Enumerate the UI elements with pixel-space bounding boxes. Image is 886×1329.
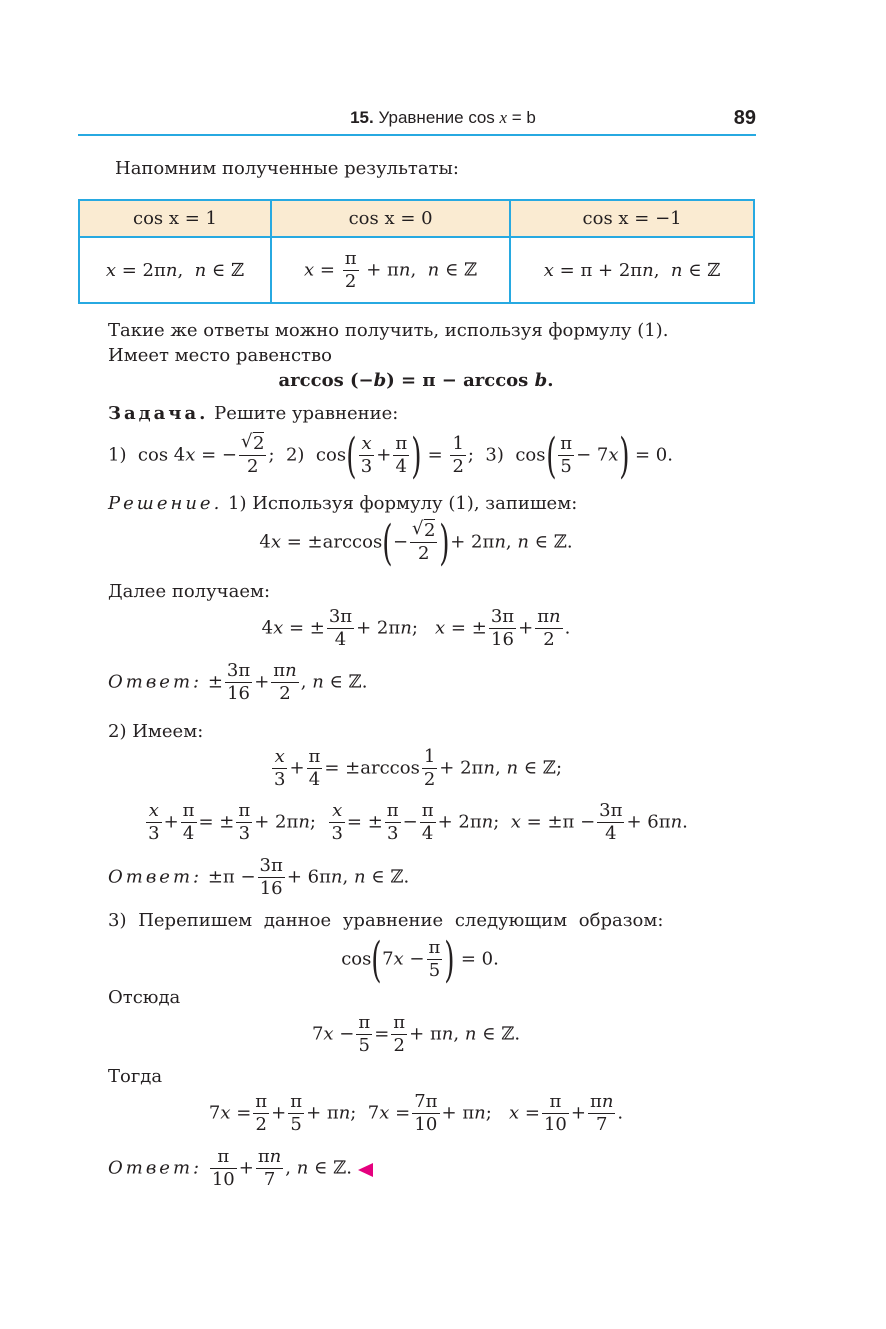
equation-4: $\frac{x}{3}$ + $\frac{\pi}{4}$ = ± $\frac{\pi}{3}$ + 2πn; $\frac{x}{3}$ = ± $\frac{\pi}{3}$ − $\frac{\pi}{4}$ + 2πn; x = ±π − $\frac{3\pi}{4}$ + 6πn. xyxy=(148,800,688,844)
next-text: Далее получаем: xyxy=(108,581,271,602)
table-header-cell: cos x = 1 xyxy=(79,200,271,237)
arccos-identity: arccos (−b) = π − arccos b. xyxy=(278,370,554,391)
paragraph-line: Такие же ответы можно получить, используя формулу (1). xyxy=(108,320,669,341)
table-cell-formula: x = 2πn, n ∈ ℤ xyxy=(79,237,271,303)
then-text: Тогда xyxy=(108,1066,163,1087)
page-number: 89 xyxy=(733,107,756,129)
equation-5: cos(7x − $\frac{\pi}{5}$ ) = 0. xyxy=(341,931,499,988)
solution-heading xyxy=(108,493,577,515)
answer-3: Ответ: $\frac{\pi}{10}$ + $\frac{\pi n}{7}$ , n ∈ ℤ. xyxy=(108,1146,352,1190)
hence-text: Отсюда xyxy=(108,987,181,1008)
equation-3: $\frac{x}{3}$ + $\frac{\pi}{4}$ = ±arccos $\frac{1}{2}$ + 2πn, n ∈ ℤ; xyxy=(273,746,563,790)
section-title-suffix: = b xyxy=(507,108,536,127)
answer-label: Ответ: xyxy=(108,866,203,888)
answer-2: Ответ: ±π − $\frac{3\pi}{16}$ + 6πn, n ∈ ℤ. xyxy=(108,855,410,899)
task-heading xyxy=(108,403,398,425)
end-of-solution-marker-icon xyxy=(358,1163,373,1177)
paragraph-line: Имеет место равенство xyxy=(108,345,332,366)
task-label: Задача. xyxy=(108,403,209,424)
table-header-row xyxy=(79,200,754,237)
equation-2: 4x = ± $\frac{3\pi}{4}$ + 2πn; x = ± $\frac{3\pi}{16}$ + $\frac{\pi n}{2}$ . xyxy=(261,606,571,650)
part-2-heading: 2) Имеем: xyxy=(108,721,204,742)
table-header-cell: cos x = 0 xyxy=(271,200,510,237)
equation-6: 7x − $\frac{\pi}{5}$ = $\frac{\pi}{2}$ + πn, n ∈ ℤ. xyxy=(311,1012,521,1056)
results-table xyxy=(78,199,755,304)
table-cell-formula: x = $\frac{\pi}{2}$ + πn, n ∈ ℤ xyxy=(271,237,510,303)
section-title-var: x xyxy=(499,108,508,127)
part-3-heading: 3) Перепишем данное уравнение следующим образом: xyxy=(108,910,664,931)
table-body-row xyxy=(79,237,754,303)
solution-label: Решение. xyxy=(108,493,223,514)
task-equations: 1) cos 4x = − √ $\frac{2}{2}$ ; 2) cos( $\frac{x}{3}$ + $\frac{\pi}{4}$ ) = $\frac{1}{2}$ ; 3) cos( $\frac{\pi}{5}$ − 7x) = 0. xyxy=(108,433,673,478)
solution-text: 1) Используя формулу (1), запишем: xyxy=(222,493,578,514)
task-text: Решите уравнение: xyxy=(208,403,399,424)
answer-label: Ответ: xyxy=(108,671,203,693)
header-divider xyxy=(78,134,756,136)
table-cell-formula: x = π + 2πn, n ∈ ℤ xyxy=(510,237,754,303)
equation-1: 4x = ±arccos(− √ $\frac{2}{2}$ )+ 2πn, n ∈ ℤ. xyxy=(0,520,832,565)
section-number: 15. xyxy=(350,108,374,127)
answer-label: Ответ: xyxy=(108,1157,203,1179)
answer-1: Ответ: ± $\frac{3\pi}{16}$ + $\frac{\pi n}{2}$ , n ∈ ℤ. xyxy=(108,660,368,704)
equation-7: 7x = $\frac{\pi}{2}$ + $\frac{\pi}{5}$ + πn; 7x = $\frac{7\pi}{10}$ + πn; x = $\frac{\pi}{10}$ + $\frac{\pi n}{7}$ . xyxy=(208,1091,624,1135)
intro-text: Напомним полученные результаты: xyxy=(115,158,459,179)
section-title-prefix: Уравнение cos xyxy=(378,108,500,127)
table-header-cell: cos x = −1 xyxy=(510,200,754,237)
